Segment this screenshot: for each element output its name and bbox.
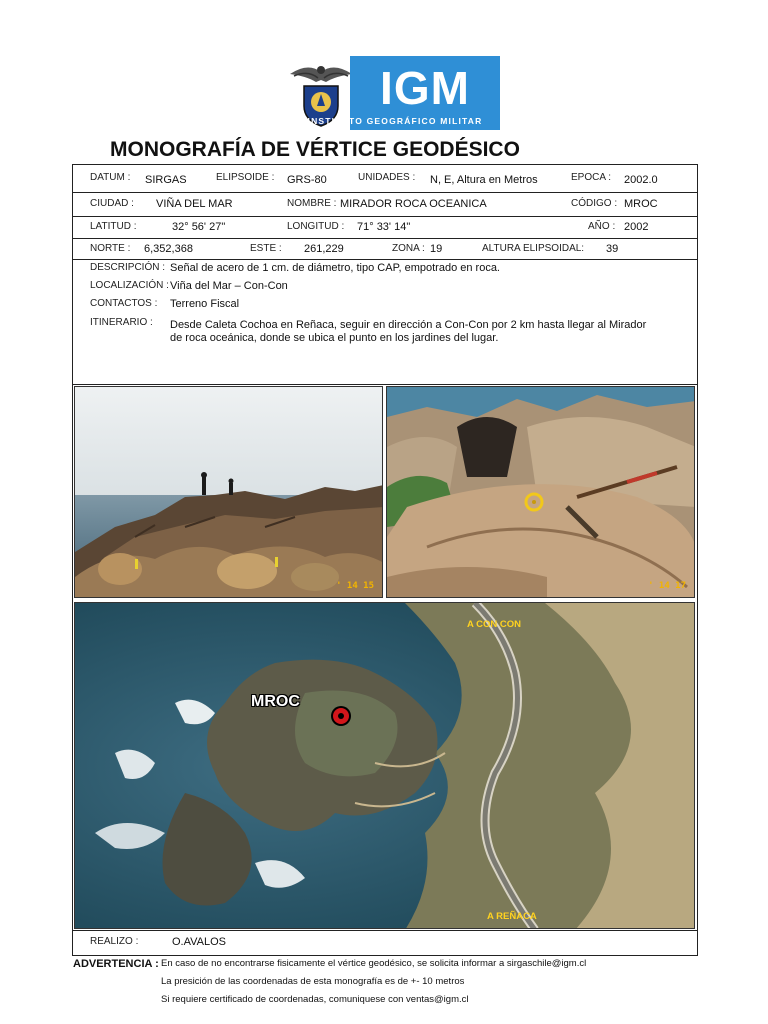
contactos-label: CONTACTOS : (90, 298, 158, 309)
codigo-label: CÓDIGO : (571, 198, 618, 209)
localizacion-label: LOCALIZACIÓN : (90, 280, 169, 291)
photo-coast (74, 386, 383, 598)
photo-marker-rock (386, 386, 695, 598)
norte-label: NORTE : (90, 243, 131, 254)
divider (72, 384, 698, 385)
descripcion-value: Señal de acero de 1 cm. de diámetro, tipo CAP, empotrado en roca. (170, 262, 500, 274)
unidades-label: UNIDADES : (358, 172, 416, 183)
este-label: ESTE : (250, 243, 282, 254)
localizacion-value: Viña del Mar – Con-Con (170, 280, 288, 292)
elipsoide-value: GRS-80 (287, 174, 327, 186)
altura-label: ALTURA ELIPSOIDAL: (482, 243, 585, 254)
warning-line-1: En caso de no encontrarse fisicamente el vértice geodésico, se solicita informar a sirgaschile@igm.cl (161, 958, 587, 969)
anio-value: 2002 (624, 221, 649, 233)
longitud-value: 71° 33' 14" (357, 221, 411, 233)
elipsoide-label: ELIPSOIDE : (216, 172, 275, 183)
contactos-value: Terreno Fiscal (170, 298, 240, 310)
zona-label: ZONA : (392, 243, 425, 254)
page-title: MONOGRAFÍA DE VÉRTICE GEODÉSICO (110, 138, 520, 161)
itinerario-label: ITINERARIO : (90, 317, 153, 328)
ciudad-value: VIÑA DEL MAR (156, 198, 233, 210)
aerial-map (74, 602, 695, 929)
epoca-value: 2002.0 (624, 174, 658, 186)
latitud-label: LATITUD : (90, 221, 137, 232)
warning-line-2: La presición de las coordenadas de esta monografía es de +- 10 metros (161, 976, 465, 987)
datum-value: SIRGAS (145, 174, 187, 186)
map-label-north: A CON CON (467, 619, 522, 630)
divider (72, 238, 698, 239)
advertencia-label: ADVERTENCIA : (73, 958, 159, 970)
altura-value: 39 (606, 243, 619, 255)
zona-value: 19 (430, 243, 443, 255)
divider (72, 192, 698, 193)
este-value: 261,229 (304, 243, 344, 255)
divider (72, 930, 698, 931)
nombre-label: NOMBRE : (287, 198, 337, 209)
datum-label: DATUM : (90, 172, 131, 183)
realizo-label: REALIZO : (90, 936, 139, 947)
longitud-label: LONGITUD : (287, 221, 345, 232)
nombre-value: MIRADOR ROCA OCEANICA (340, 198, 487, 210)
map-point-label: MROC (251, 693, 300, 710)
warning-line-3: Si requiere certificado de coordenadas, comuniquese con ventas@igm.cl (161, 994, 469, 1005)
norte-value: 6,352,368 (144, 243, 193, 255)
unidades-value: N, E, Altura en Metros (430, 174, 538, 186)
igm-logo (290, 56, 500, 130)
epoca-label: EPOCA : (571, 172, 612, 183)
latitud-value: 32° 56' 27" (172, 221, 226, 233)
photo-timestamp: ' 14 17 (648, 581, 686, 591)
codigo-value: MROC (624, 198, 658, 210)
photo-timestamp: ' 14 15 (336, 581, 374, 591)
logo-text: IGM (380, 62, 470, 114)
anio-label: AÑO : (588, 221, 616, 232)
map-label-south: A REÑACA (487, 911, 537, 922)
ciudad-label: CIUDAD : (90, 198, 134, 209)
descripcion-label: DESCRIPCIÓN : (90, 262, 166, 273)
divider (72, 216, 698, 217)
divider (72, 259, 698, 260)
realizo-value: O.AVALOS (172, 936, 227, 948)
itinerario-line-1: Desde Caleta Cochoa en Reñaca, seguir en dirección a Con-Con por 2 km hasta llegar al Mirador (170, 319, 647, 331)
logo-subtitle: INSTITUTO GEOGRÁFICO MILITAR (307, 116, 483, 126)
itinerario-line-2: de roca oceánica, donde se ubica el punto en los jardines del lugar. (170, 332, 499, 344)
